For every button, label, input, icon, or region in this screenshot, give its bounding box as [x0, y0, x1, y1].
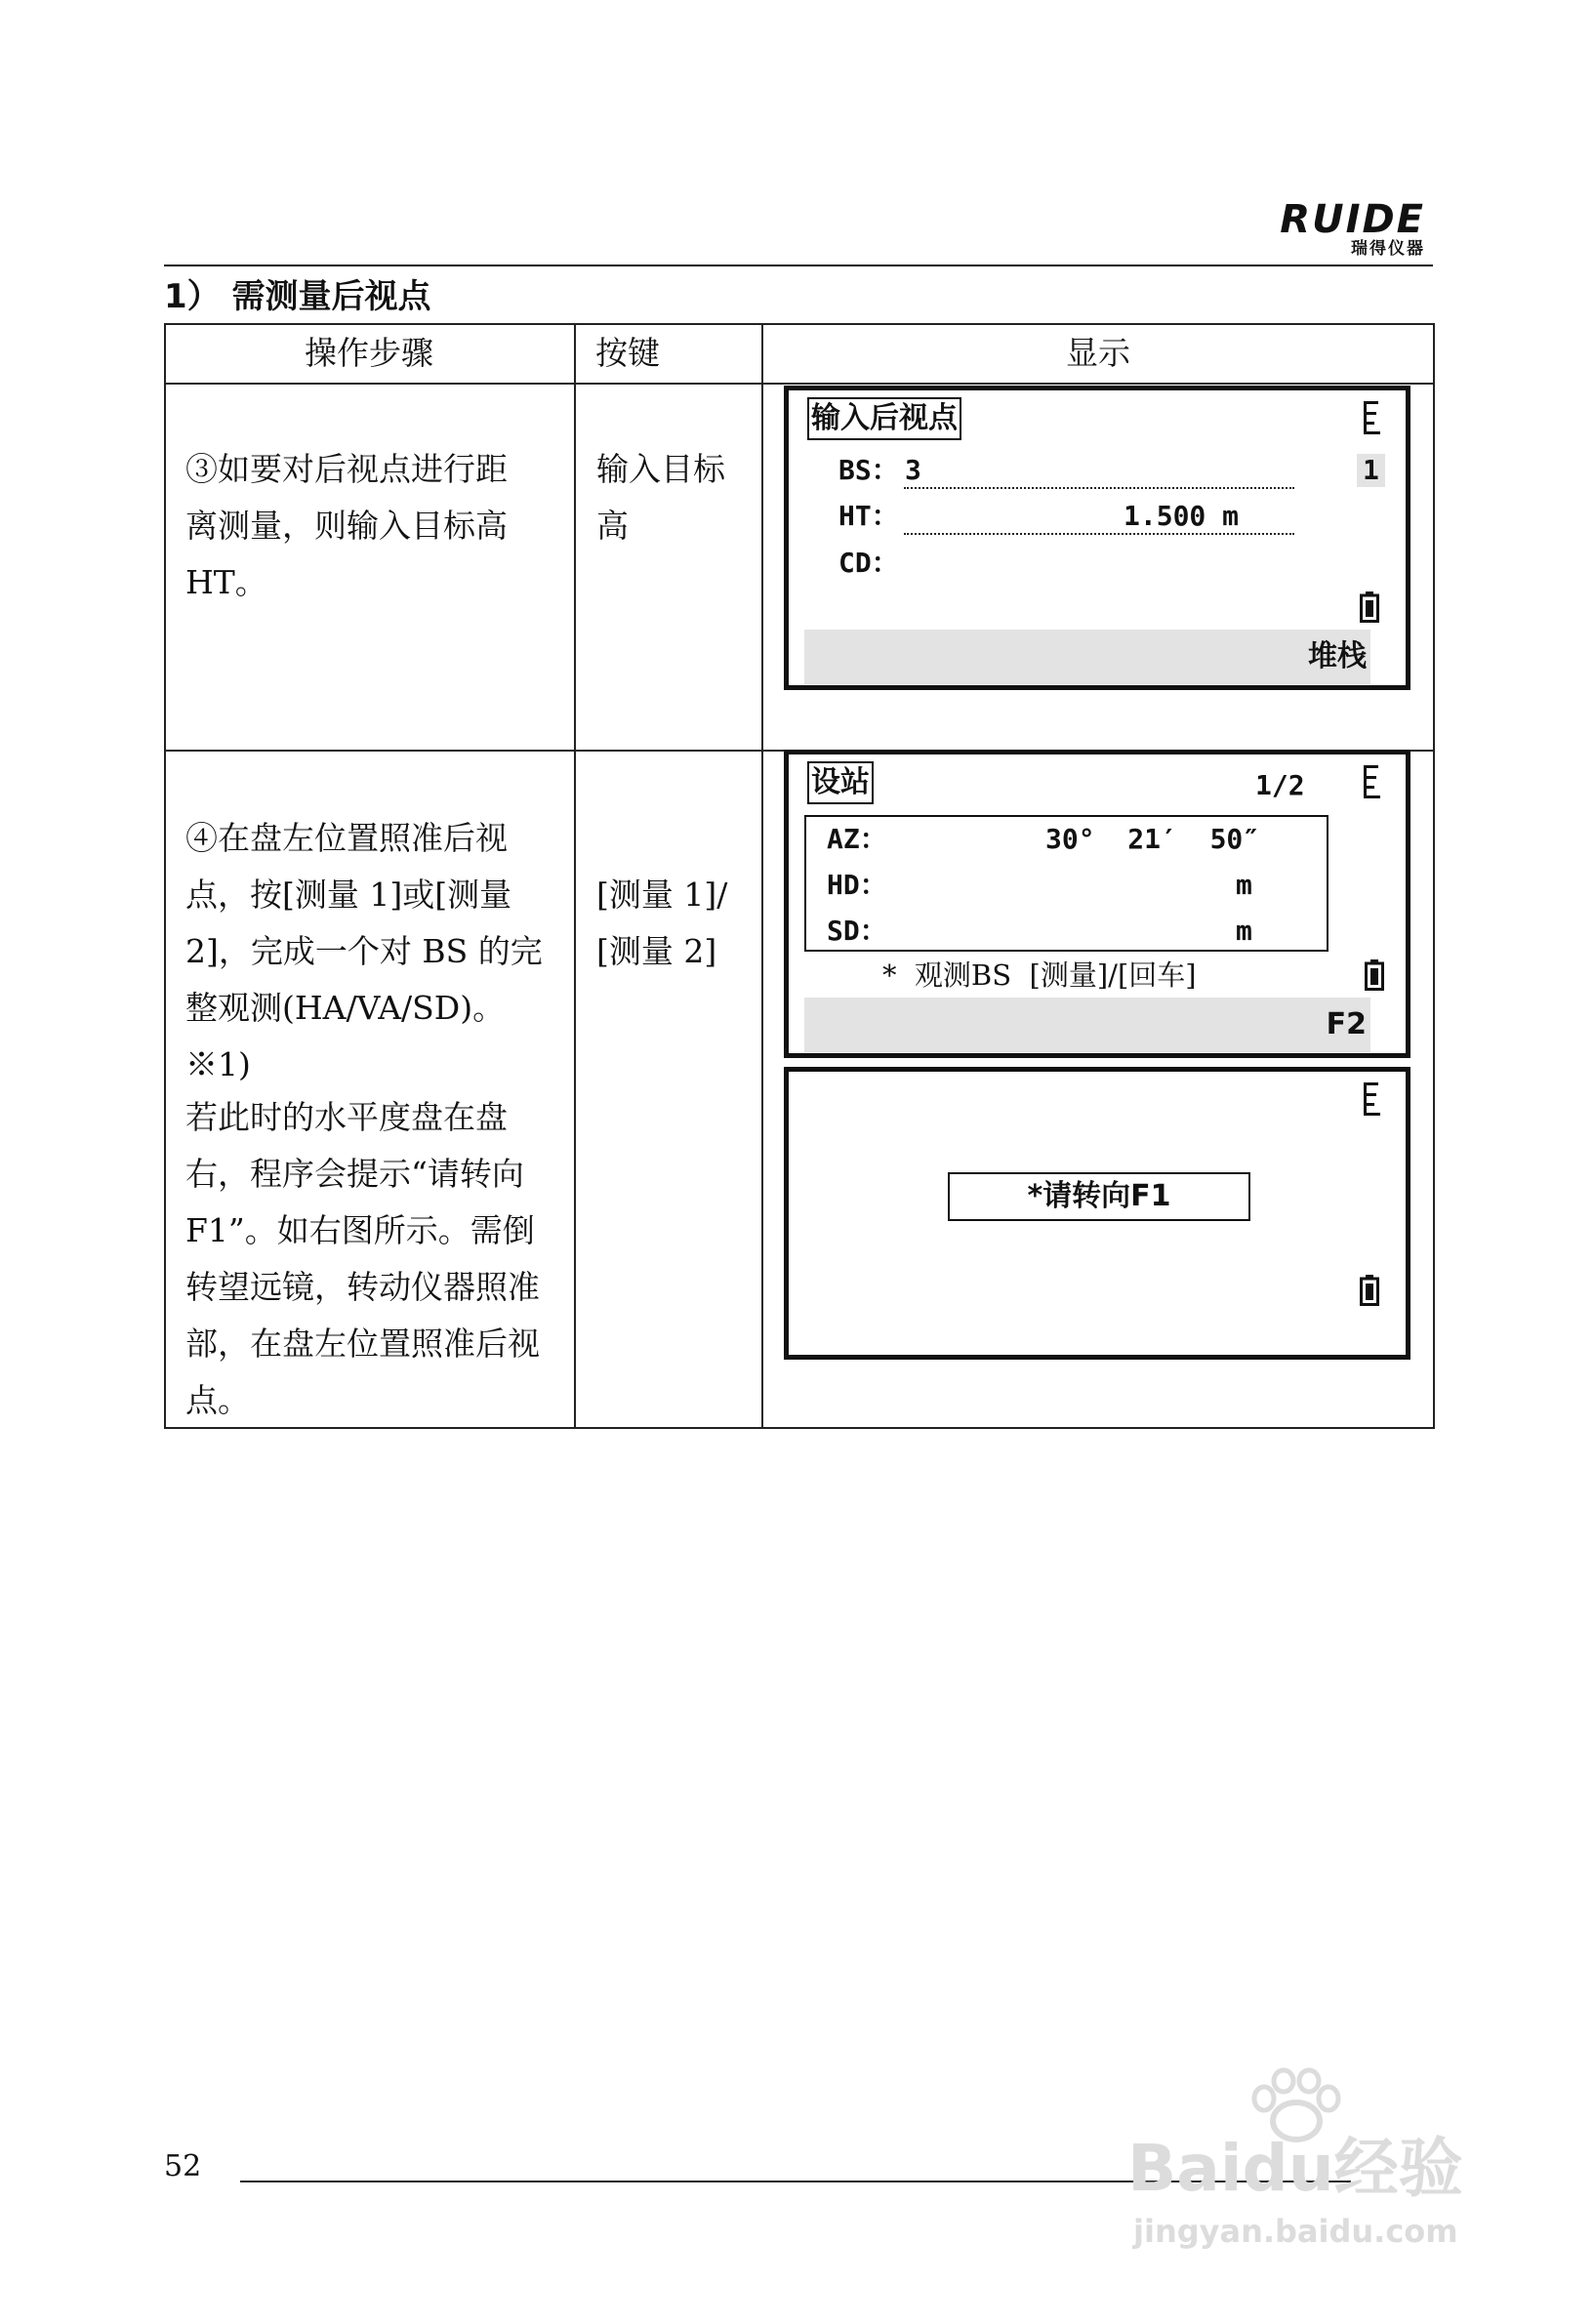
step-line: 点。: [185, 1381, 250, 1419]
hd-unit: m: [1236, 869, 1252, 901]
row1-key-text: [596, 441, 757, 554]
watermark-brand: Baidu经验: [1127, 2131, 1463, 2206]
az-label: AZ：: [827, 823, 887, 855]
ruide-logo: [1269, 197, 1425, 261]
step-line: 转望远镜，转动仪器照准: [185, 1268, 540, 1306]
baidu-watermark: [1127, 2067, 1498, 2263]
screen-input-backsight: [784, 386, 1410, 690]
sd-label: SD：: [827, 915, 887, 947]
table-border-left: [164, 323, 166, 1429]
bs-field-underline: [904, 487, 1294, 489]
bs-label: BS：: [838, 454, 899, 486]
step-line: HT。: [185, 563, 267, 601]
header-display: 显示: [1066, 334, 1130, 372]
bs-value: 3: [905, 454, 921, 486]
page-number-indicator: 1/2: [1255, 769, 1305, 801]
screen-title: 输入后视点: [807, 397, 961, 440]
signal-icon: [1361, 400, 1382, 435]
row1-step-text: [185, 441, 568, 611]
step-line: 2]，完成一个对 BS 的完: [185, 932, 543, 970]
sd-unit: m: [1236, 915, 1252, 947]
table-border-right: [1433, 323, 1435, 1429]
watermark-url: jingyan.baidu.com: [1133, 2213, 1458, 2250]
turn-to-f1-message: *请转向F1: [948, 1172, 1250, 1221]
step-line: 点，按[测量 1]或[测量: [185, 876, 512, 914]
softkey-stack[interactable]: 堆栈: [1308, 639, 1367, 673]
observe-prompt: * 观测BS [测量]/[回车]: [882, 958, 1197, 992]
key-line: [测量 1]/: [596, 876, 728, 914]
row2-step-text-2: [185, 1089, 568, 1429]
step-line: 右，程序会提示“请转向: [185, 1155, 524, 1193]
cd-label: CD：: [838, 547, 899, 579]
step-line: F1”。如右图所示。需倒: [185, 1211, 535, 1249]
softkey-f2[interactable]: F2: [1326, 1007, 1367, 1041]
logo-text: RUIDE: [1280, 197, 1425, 242]
key-line: 高: [596, 507, 629, 545]
signal-icon: [1361, 1081, 1382, 1117]
battery-icon: [1360, 1275, 1379, 1306]
header-keys: 按键: [595, 334, 660, 372]
table-col-divider-1: [574, 323, 576, 1429]
az-value: 30° 21′ 50″: [1045, 823, 1260, 855]
battery-icon: [1365, 959, 1384, 991]
key-line: 输入目标: [596, 450, 725, 488]
screen-turn-to-f1: [784, 1067, 1410, 1360]
step-line: 整观测(HA/VA/SD)。※1): [185, 989, 506, 1083]
softkey-bar: [804, 998, 1370, 1052]
ht-value: 1.500 m: [1124, 500, 1240, 532]
step-line: 离测量，则输入目标高: [185, 507, 508, 545]
screen-station-setup: [784, 750, 1410, 1058]
ht-field-underline: [904, 533, 1294, 535]
step-line: ④在盘左位置照准后视: [185, 819, 508, 857]
page-indicator: 1: [1357, 454, 1385, 487]
battery-icon: [1360, 591, 1379, 623]
header-rule: [164, 265, 1433, 266]
table-col-divider-2: [761, 323, 763, 1429]
screen-title: 设站: [807, 761, 874, 804]
softkey-bar: [804, 630, 1370, 684]
hd-label: HD：: [827, 869, 887, 901]
page-number: 52: [164, 2149, 202, 2183]
step-line: 部，在盘左位置照准后视: [185, 1325, 540, 1363]
signal-icon: [1361, 764, 1382, 799]
header-operation-steps: 操作步骤: [305, 334, 433, 372]
row2-step-text: [185, 810, 568, 1093]
section-title: 1） 需测量后视点: [164, 277, 431, 316]
table-header-divider: [164, 383, 1435, 385]
row2-key-text: [596, 867, 757, 980]
step-line: 若此时的水平度盘在盘: [185, 1098, 508, 1136]
key-line: [测量 2]: [596, 932, 717, 970]
step-line: ③如要对后视点进行距: [185, 450, 508, 488]
logo-subtitle: 瑞得仪器: [1351, 239, 1425, 259]
ht-label: HT：: [838, 500, 899, 532]
